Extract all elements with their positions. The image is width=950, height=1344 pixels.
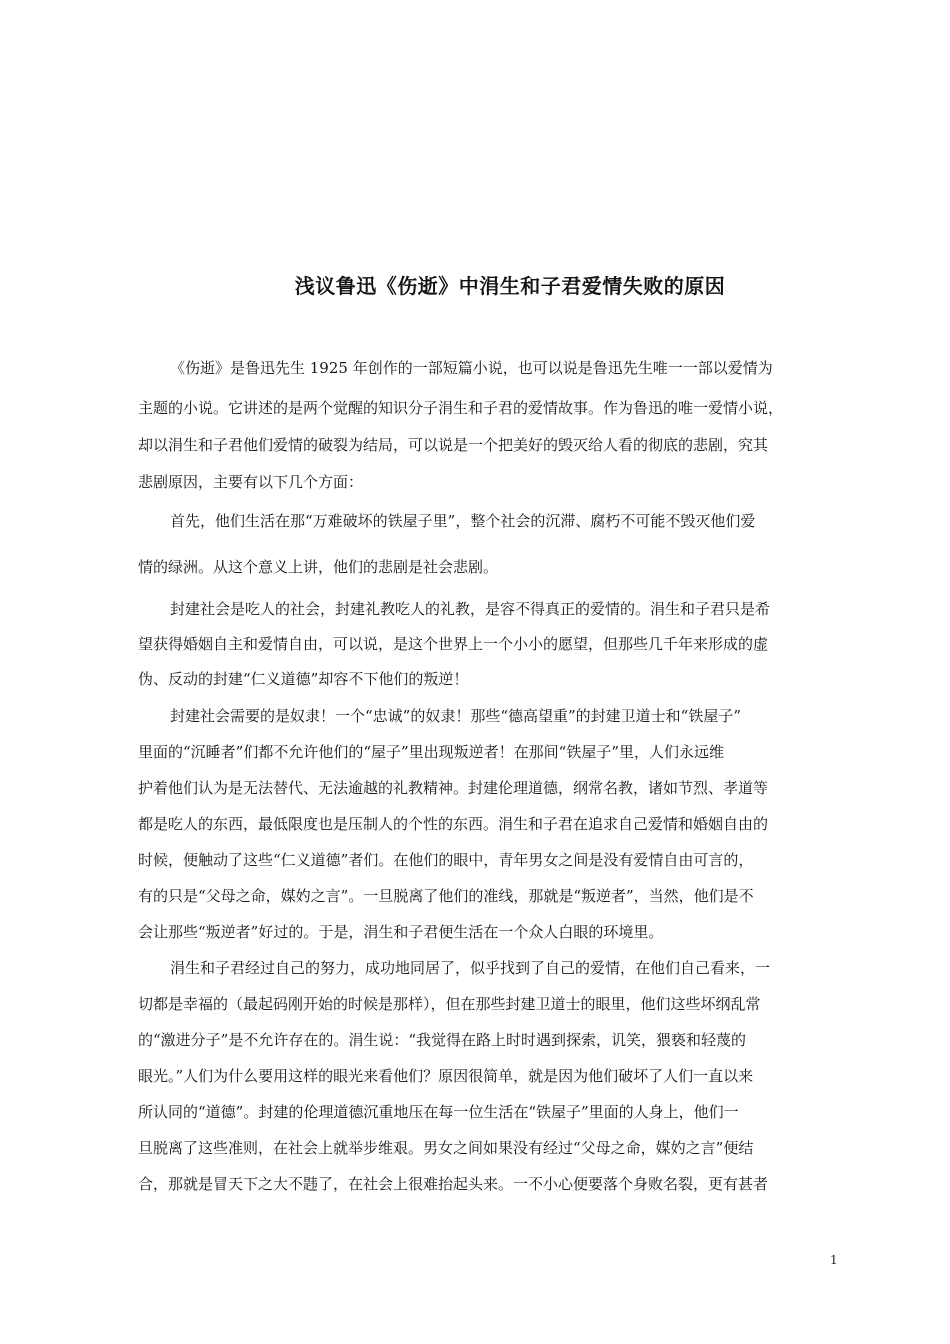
paragraph-1-line-2: 主题的小说。它讲述的是两个觉醒的知识分子涓生和子君的爱情故事。作为鲁迅的唯一爱情小说， [138, 399, 784, 417]
paragraph-3-line-2: 望获得婚姻自主和爱情自由，可以说，是这个世界上一个小小的愿望，但那些几千年来形成的虚 [138, 635, 769, 653]
paragraph-4-line-1: 封建社会需要的是奴隶！一个“忠诚”的奴隶！那些“德高望重”的封建卫道士和“铁屋子” [170, 707, 742, 725]
paragraph-3-line-1: 封建社会是吃人的社会，封建礼教吃人的礼教，是容不得真正的爱情的。涓生和子君只是希 [170, 600, 771, 618]
paragraph-2-line-1: 首先，他们生活在那“万难破坏的铁屋子里”，整个社会的沉滞、腐朽不可能不毁灭他们爱 [170, 512, 756, 530]
paragraph-5-line-4: 眼光。”人们为什么要用这样的眼光来看他们？原因很简单，就是因为他们破坏了人们一直以来 [138, 1067, 754, 1085]
paragraph-5-line-1: 涓生和子君经过自己的努力，成功地同居了，似乎找到了自己的爱情，在他们自己看来，一 [170, 959, 771, 977]
page-number: 1 [830, 1253, 838, 1267]
paragraph-4-line-2: 里面的“沉睡者”们都不允许他们的“屋子”里出现叛逆者！在那间“铁屋子”里，人们永远维 [138, 743, 725, 761]
paragraph-1-line-3: 却以涓生和子君他们爱情的破裂为结局，可以说是一个把美好的毁灭给人看的彻底的悲剧，究其 [138, 436, 769, 454]
paragraph-4-line-7: 会让那些“叛逆者”好过的。于是，涓生和子君便生活在一个众人白眼的环境里。 [138, 923, 664, 941]
paragraph-5-line-6: 旦脱离了这些准则，在社会上就举步维艰。男女之间如果没有经过“父母之命，媒妁之言”便结 [138, 1139, 754, 1157]
paragraph-4-line-5: 时候，便触动了这些“仁义道德”者们。在他们的眼中，青年男女之间是没有爱情自由可言的， [138, 851, 754, 869]
paragraph-4-line-6: 有的只是“父母之命，媒妁之言”。一旦脱离了他们的准线，那就是“叛逆者”，当然，他们是不 [138, 887, 754, 905]
paragraph-5-line-2: 切都是幸福的（最起码刚开始的时候是那样），但在那些封建卫道士的眼里，他们这些坏纲乱常 [138, 995, 761, 1013]
paragraph-1-line-4: 悲剧原因，主要有以下几个方面： [138, 473, 364, 491]
paragraph-5-line-7: 合，那就是冒天下之大不韪了，在社会上很难抬起头来。一不小心便要落个身败名裂，更有甚者 [138, 1175, 769, 1193]
paragraph-5-line-3: 的“激进分子”是不允许存在的。涓生说：“我觉得在路上时时遇到探索，讥笑，猥亵和轻蔑的 [138, 1031, 747, 1049]
paragraph-1-line-1: 《伤逝》是鲁迅先生 1925 年创作的一部短篇小说，也可以说是鲁迅先生唯一一部以爱情为 [170, 359, 773, 377]
paragraph-4-line-4: 都是吃人的东西，最低限度也是压制人的个性的东西。涓生和子君在追求自己爱情和婚姻自由的 [138, 815, 769, 833]
paragraph-4-line-3: 护着他们认为是无法替代、无法逾越的礼教精神。封建伦理道德，纲常名教，诸如节烈、孝道等 [138, 779, 769, 797]
paragraph-2-line-2: 情的绿洲。从这个意义上讲，他们的悲剧是社会悲剧。 [138, 558, 499, 576]
paragraph-3-line-3: 伪、反动的封建“仁义道德”却容不下他们的叛逆！ [138, 670, 469, 688]
document-title: 浅议鲁迅《伤逝》中涓生和子君爱情失败的原因 [294, 274, 726, 298]
paragraph-5-line-5: 所认同的“道德”。封建的伦理道德沉重地压在每一位生活在“铁屋子”里面的人身上，他们一 [138, 1103, 739, 1121]
